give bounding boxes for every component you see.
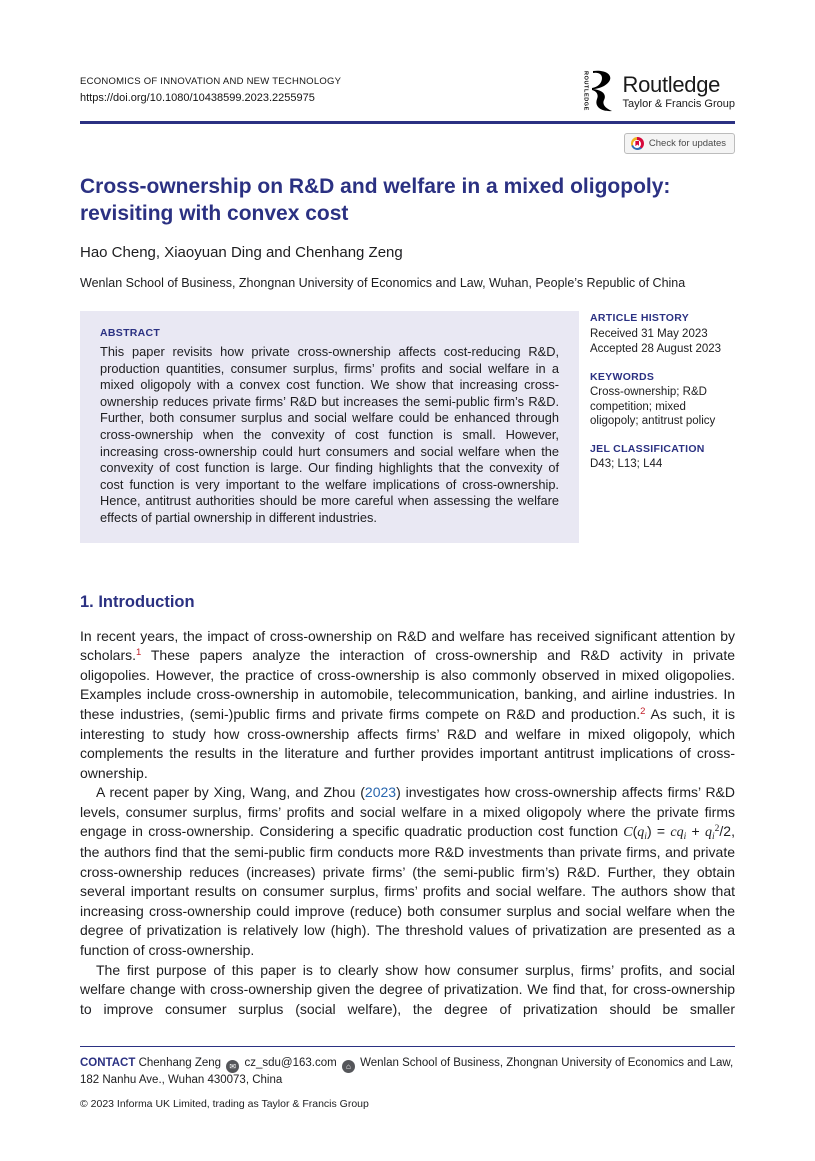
abstract-row (80, 311, 735, 543)
math-sub-i3: i (712, 832, 715, 843)
routledge-swoosh-icon (590, 70, 616, 112)
check-for-updates-label: Check for updates (648, 138, 726, 149)
intro-paragraph-2 (80, 783, 735, 960)
accepted-date: Accepted 28 August 2023 (590, 343, 722, 355)
contact-address: Wenlan School of Business, Zhongnan University of Economics and Law, 182 Nanhu Ave., Wuhan 430073, China (80, 1057, 734, 1086)
cost-function-formula (623, 823, 732, 843)
p1-text-3: As such, it is interesting to study how cross-ownership affects firms’ R&D and welfare in mixed oligopoly, which complements the results in the literature and further provides important antitrust implications of cross-ownership. (80, 705, 735, 781)
crossmark-inner (633, 140, 641, 148)
email-icon: ✉ (226, 1060, 239, 1073)
p3-text-1: The first purpose of this paper is to clearly show how consumer surplus, firms’ profits, and social welfare change with cross-ownership given the degree of privatization. We find that, for cross-ownership to improve consumer surplus (social welfare), the degree of privatization should be smaller (80, 961, 735, 1017)
journal-name: ECONOMICS OF INNOVATION AND NEW TECHNOLOGY (80, 76, 342, 87)
p1-text-2: These papers analyze the interaction of cross-ownership and R&D activity in private oligopolies. However, the practice of cross-ownership is also commonly observed in mixed oligopolies. Examples include cross-ownership in automobile, telecommunication, banking, and airline industries. In these industries, (semi-)public firms and private firms compete on R&D and production. (80, 647, 735, 722)
doi-text: https://doi.org/10.1080/10438599.2023.2255975 (80, 92, 315, 104)
citation-year-link[interactable]: 2023 (364, 784, 397, 801)
math-over-2: /2 (719, 823, 732, 840)
routledge-wordmark (623, 72, 735, 110)
jel-codes: D43; L13; L44 (590, 458, 663, 470)
p2-text-3: , the authors find that the semi-public firm conducts more R&D investments than private firms, and private cross-ownership reduces (increases) private firms’ (the semi-public firm’s) R&D. Further, they obtain several important results on consumer surplus, firms’ profits and social welfare. The authors show that increasing cross-ownership could improve (reduce) both consumer surplus and social welfare when the degree of privatization is relatively low (high). The threshold values of privatization are presented as a function of cross-ownership. (80, 823, 735, 959)
contact-line (80, 1056, 735, 1088)
math-q2: q (705, 825, 713, 841)
affiliation: Wenlan School of Business, Zhongnan University of Economics and Law, Wuhan, People’s Republic of China (80, 276, 686, 290)
math-sub-i2: i (683, 832, 687, 843)
journal-info (80, 76, 341, 104)
math-lparen: ( (632, 823, 638, 840)
math-plus: + (686, 823, 706, 840)
math-sub-i1: i (644, 832, 647, 843)
crossmark-bookmark (635, 141, 639, 147)
article-title (80, 173, 735, 227)
section-heading-introduction: 1. Introduction (80, 592, 195, 611)
math-cq: cq (670, 825, 684, 841)
footnote-ref-2[interactable]: 2 (640, 705, 646, 717)
header-rule (80, 121, 735, 124)
routledge-logo (582, 70, 735, 112)
routledge-vertical-text: ROUTLEDGE (582, 71, 589, 111)
article-history-heading: ARTICLE HISTORY (590, 312, 690, 324)
masthead (80, 71, 735, 112)
p2-text-1: A recent paper by Xing, Wang, and Zhou ( (96, 784, 365, 801)
abstract-text: This paper revisits how private cross-ownership affects cost-reducing R&D, production quantities, consumer surplus, firms’ profits and social welfare in a mixed oligopoly with a convex cost function. We show that increasing cross-ownership reduces private firms’ R&D but increases the semi-public firm’s R&D. Further, both consumer surplus and social welfare could be enhanced through cross-ownership when the convexity of cost function is small. However, increasing cross-ownership could hurt consumers and social welfare when the convexity of cost function is large. Our finding highlights that the convexity of cost function is very important to the welfare implications of cross-ownership. Hence, antitrust authorities should be more careful when assessing the welfare effects of partial ownership in different industries. (100, 344, 559, 525)
math-equals: ) = (646, 823, 671, 840)
address-icon: ⌂ (342, 1060, 355, 1073)
intro-paragraph-1 (80, 627, 735, 784)
keywords-text: Cross-ownership; R&D competition; mixed oligopoly; antitrust policy (590, 386, 716, 427)
math-sup-2: 2 (714, 824, 720, 835)
contact-label: CONTACT (80, 1057, 136, 1069)
keywords-block (590, 370, 735, 429)
article-metadata-sidebar (590, 311, 735, 485)
page-footer (80, 1046, 735, 1110)
abstract-heading: ABSTRACT (100, 327, 161, 339)
badge-row (80, 133, 735, 154)
received-date: Received 31 May 2023 (590, 327, 708, 340)
jel-heading: JEL CLASSIFICATION (590, 442, 705, 455)
jel-block (590, 442, 735, 472)
abstract-box (80, 311, 579, 543)
p1-text-1: In recent years, the impact of cross-ownership on R&D and welfare has received significant attention by scholars. (80, 627, 735, 664)
footer-rule (80, 1046, 735, 1047)
contact-name: Chenhang Zeng (138, 1057, 222, 1069)
article-history-block (590, 311, 735, 357)
math-C: C (623, 825, 633, 841)
check-for-updates-button[interactable] (624, 133, 735, 154)
taylor-francis-group: Taylor & Francis Group (622, 98, 735, 110)
routledge-name: Routledge (622, 72, 721, 97)
routledge-mark-icon (582, 70, 616, 112)
authors: Hao Cheng, Xiaoyuan Ding and Chenhang Zeng (80, 244, 403, 261)
crossmark-icon (631, 137, 644, 150)
title-line-1: Cross-ownership on R&D and welfare in a mixed oligopoly: (80, 175, 671, 198)
keywords-heading: KEYWORDS (590, 370, 655, 383)
contact-email-link[interactable]: cz_sdu@163.com (244, 1057, 337, 1069)
math-q1: q (637, 825, 645, 841)
copyright-line: © 2023 Informa UK Limited, trading as Taylor & Francis Group (80, 1098, 369, 1111)
intro-paragraph-3 (80, 961, 735, 1020)
title-line-2: revisiting with convex cost (80, 202, 349, 225)
p2-text-2: ) investigates how cross-ownership affects firms’ R&D levels, consumer surplus, firms’ profits and social welfare in a mixed oligopoly where the private firms engage in cross-ownership. Considering a specific quadratic production cost function (80, 784, 736, 840)
footnote-ref-1[interactable]: 1 (136, 647, 142, 659)
